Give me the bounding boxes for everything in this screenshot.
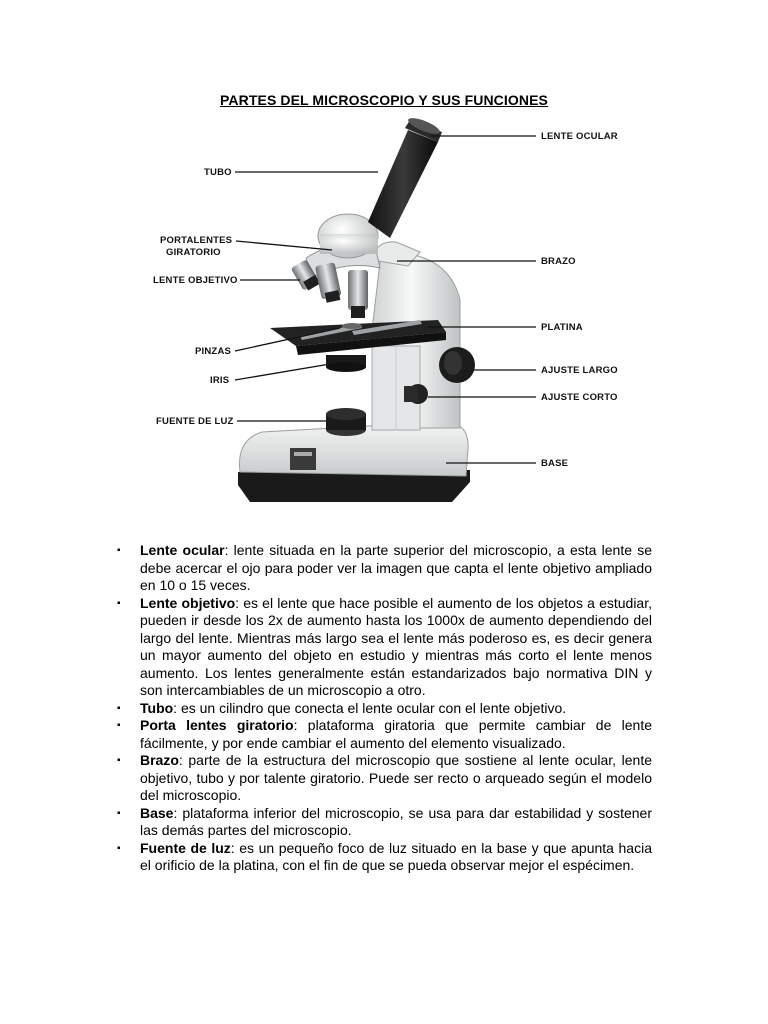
label-lente-ocular: LENTE OCULAR bbox=[541, 131, 618, 142]
list-item bbox=[117, 805, 652, 840]
list-item bbox=[117, 595, 652, 700]
bullet-icon: ▪ bbox=[117, 545, 121, 556]
term: Lente objetivo bbox=[140, 594, 236, 611]
page-title: PARTES DEL MICROSCOPIO Y SUS FUNCIONES bbox=[220, 92, 548, 108]
label-pinzas: PINZAS bbox=[195, 346, 232, 357]
label-ajuste-largo: AJUSTE LARGO bbox=[541, 365, 618, 376]
definition: : lente situada en la parte superior del microscopio, a esta lente se debe acercar el ojo para poder ver la imagen que capta el lente objetivo ampliado en 10 o 15 veces. bbox=[140, 542, 652, 593]
definition: : es un cilindro que conecta el lente ocular con el lente objetivo. bbox=[173, 699, 567, 716]
label-lente-objetivo: LENTE OBJETIVO bbox=[153, 275, 238, 286]
bullet-icon: ▪ bbox=[117, 720, 121, 731]
definition: : es un pequeño foco de luz situado en la base y que apunta hacia el orificio de la platina, con el fin de que se pueda observar mejor el espécimen. bbox=[140, 839, 652, 873]
label-ajuste-corto: AJUSTE CORTO bbox=[541, 392, 618, 403]
microscope-illustration bbox=[238, 115, 475, 502]
bullet-icon: ▪ bbox=[117, 755, 121, 766]
term: Brazo bbox=[140, 752, 179, 768]
definition: : plataforma inferior del microscopio, se usa para dar estabilidad y sostener las demás partes del microscopio. bbox=[140, 804, 652, 838]
term: Base bbox=[140, 804, 174, 821]
label-base: BASE bbox=[541, 458, 569, 469]
term: Fuente de luz bbox=[140, 839, 231, 856]
label-giratorio: GIRATORIO bbox=[166, 247, 221, 258]
label-fuente-de-luz: FUENTE DE LUZ bbox=[156, 416, 234, 427]
definition: : parte de la estructura del microscopio que sostiene al lente ocular, lente objetivo, tubo y por talente giratorio. Puede ser recto o arqueado según el modelo del microscopio. bbox=[140, 752, 652, 803]
bullet-icon: ▪ bbox=[117, 807, 121, 819]
bullet-icon: ▪ bbox=[117, 842, 121, 854]
definitions-list bbox=[117, 542, 652, 875]
bullet-icon: ▪ bbox=[117, 702, 121, 714]
list-item bbox=[117, 752, 652, 805]
term: Lente ocular bbox=[140, 542, 225, 558]
list-item bbox=[117, 700, 652, 718]
microscope-diagram bbox=[0, 110, 768, 530]
bullet-icon: ▪ bbox=[117, 597, 121, 609]
label-brazo: BRAZO bbox=[541, 256, 576, 267]
list-item bbox=[117, 717, 652, 752]
definition: : es el lente que hace posible el aumento de los objetos a estudiar, pueden ir desde los 2x de aumento hasta los 1000x de aumento dependiendo del largo del lente. Mientras más largo sea el lente más poderoso es, es decir genera un mayor aumento del objeto en estudio y mientras más corto el lente menos aumento. Los lentes generalmente están estandarizados bajo normativa DIN y son intercambiables de un microscopio a otro. bbox=[140, 594, 652, 698]
label-iris: IRIS bbox=[210, 375, 230, 386]
label-portalentes: PORTALENTES bbox=[160, 235, 233, 246]
definition: : plataforma giratoria que permite cambiar de lente fácilmente, y por ende cambiar el aumento del elemento visualizado. bbox=[140, 717, 652, 751]
list-item bbox=[117, 840, 652, 875]
label-tubo: TUBO bbox=[204, 167, 232, 178]
label-platina: PLATINA bbox=[541, 322, 583, 333]
term: Tubo bbox=[140, 699, 174, 716]
term: Porta lentes giratorio bbox=[140, 717, 294, 733]
list-item bbox=[117, 542, 652, 595]
